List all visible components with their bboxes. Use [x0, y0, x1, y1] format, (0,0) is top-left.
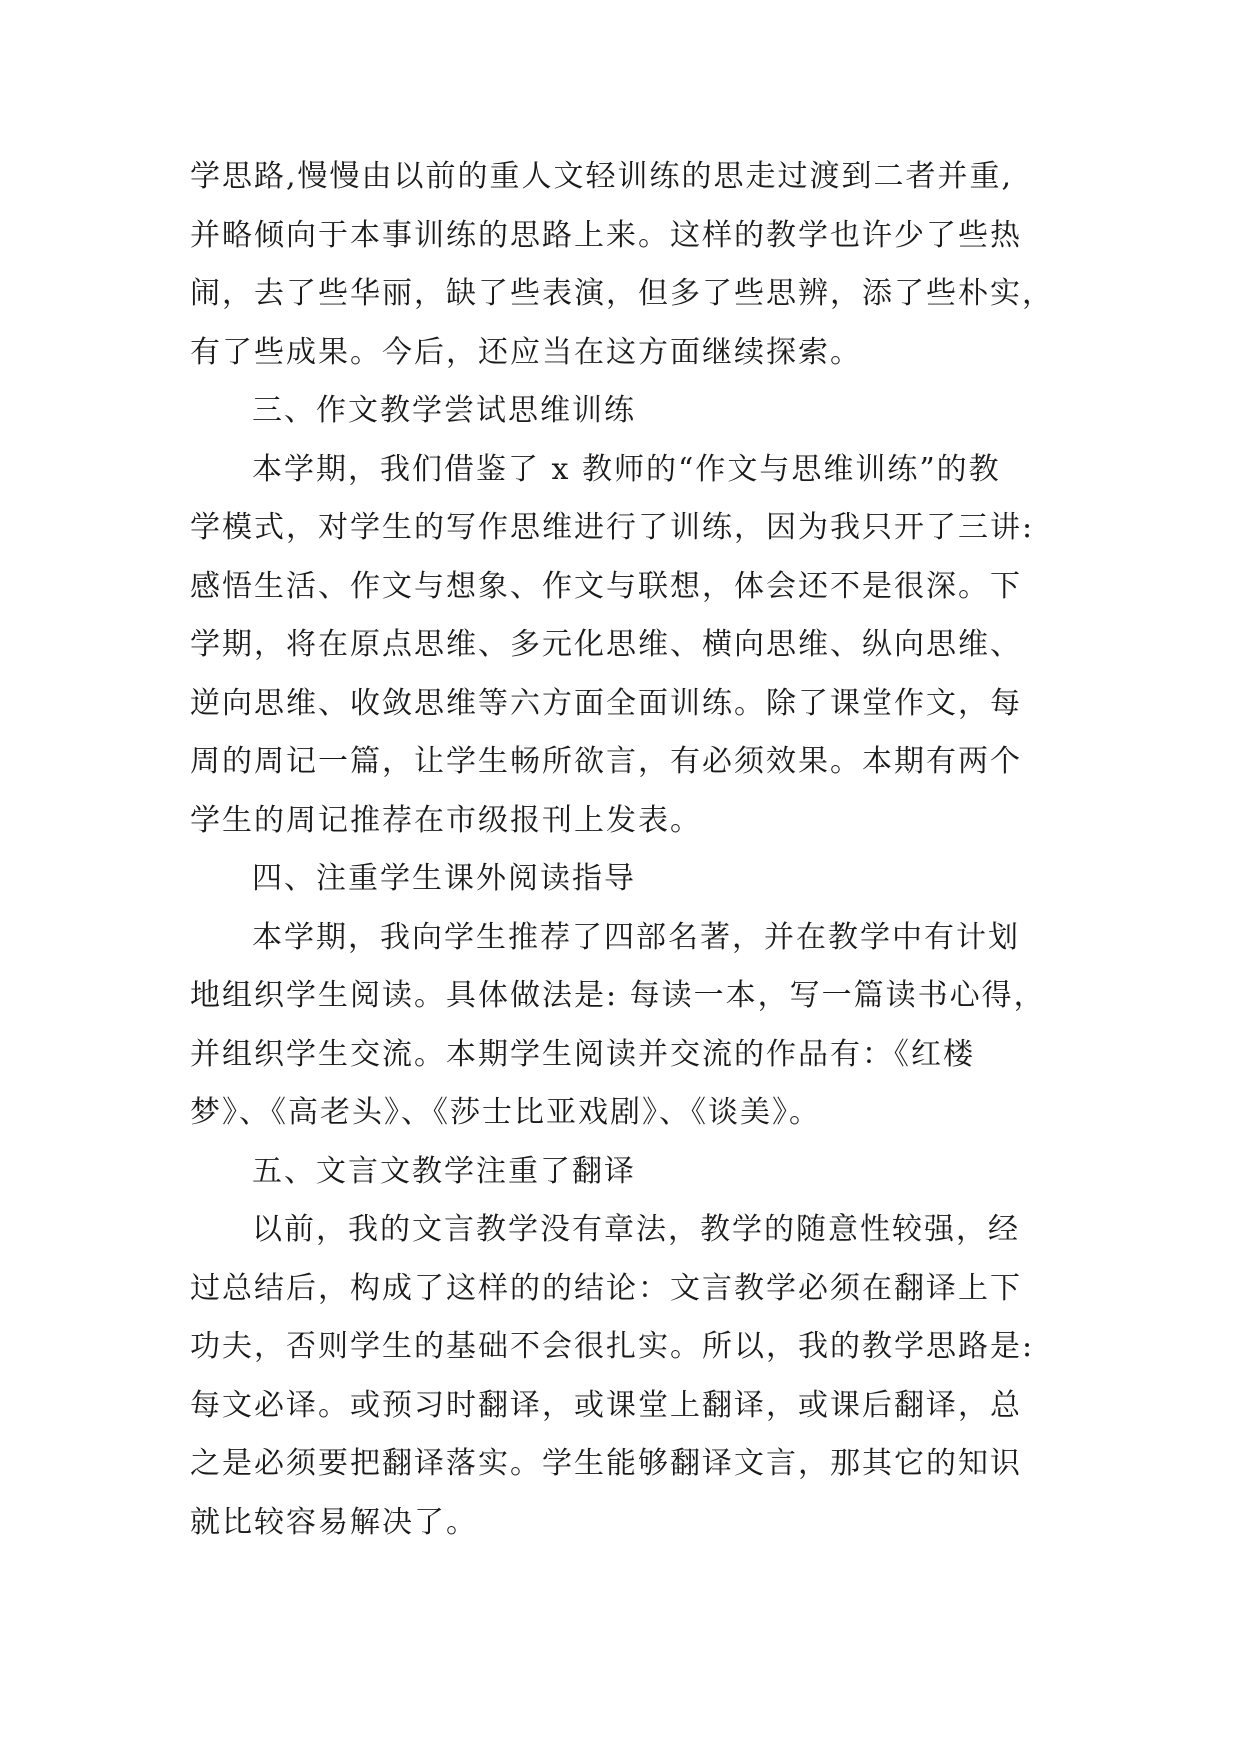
section-heading: 四、注重学生课外阅读指导	[252, 861, 636, 896]
text-line: 以前，我的文言教学没有章法，教学的随意性较强，经	[252, 1212, 1020, 1247]
text-line: 过总结后，构成了这样的的结论：文言教学必须在翻译上下	[190, 1270, 1022, 1306]
section-heading: 五、文言文教学注重了翻译	[252, 1153, 636, 1189]
text-line: 学生的周记推荐在市级报刊上发表。	[190, 802, 702, 838]
text-line: 并组织学生交流。本期学生阅读并交流的作品有：《红楼	[190, 1036, 975, 1072]
text-line: 之是必须要把翻译落实。学生能够翻译文言，那其它的知识	[190, 1446, 1022, 1481]
text-line: 梦》、《高老头》、《莎士比亚戏剧》、《谈美》。	[190, 1095, 821, 1130]
text-line: 就比较容易解决了。	[190, 1504, 478, 1540]
text-line: 有了些成果。今后，还应当在这方面继续探索。	[190, 334, 862, 370]
text-line: 感悟生活、作文与想象、作文与联想，体会还不是很深。下	[190, 568, 1022, 604]
text-line: 地组织学生阅读。具体做法是: 每读一本，写一篇读书心得，	[190, 978, 1046, 1013]
text-line: 逆向思维、收敛思维等六方面全面训练。除了课堂作文，每	[190, 685, 1022, 721]
text-line: 每文必译。或预习时翻译，或课堂上翻译，或课后翻译，总	[190, 1387, 1022, 1423]
section-heading: 三、作文教学尝试思维训练	[252, 393, 636, 428]
body-text	[190, 148, 1060, 1552]
text-line: 功夫，否则学生的基础不会很扎实。所以，我的教学思路是:	[190, 1329, 1035, 1364]
text-line: 并略倾向于本事训练的思路上来。这样的教学也许少了些热	[190, 217, 1022, 253]
text-line: 学期，将在原点思维、多元化思维、横向思维、纵向思维、	[190, 627, 1022, 662]
text-line: 学模式，对学生的写作思维进行了训练，因为我只开了三讲:	[190, 510, 1035, 545]
text-line: 本学期，我向学生推荐了四部名著，并在教学中有计划	[252, 919, 1020, 955]
text-line: 本学期，我们借鉴了 x 教师的“作文与思维训练”的教	[252, 451, 1001, 487]
text-line: 学思路,慢慢由以前的重人文轻训练的思走过渡到二者并重,	[190, 159, 1014, 194]
text-line: 闹，去了些华丽，缺了些表演，但多了些思辨，添了些朴实，	[190, 276, 1054, 311]
text-line: 周的周记一篇，让学生畅所欲言，有必须效果。本期有两个	[190, 744, 1022, 779]
